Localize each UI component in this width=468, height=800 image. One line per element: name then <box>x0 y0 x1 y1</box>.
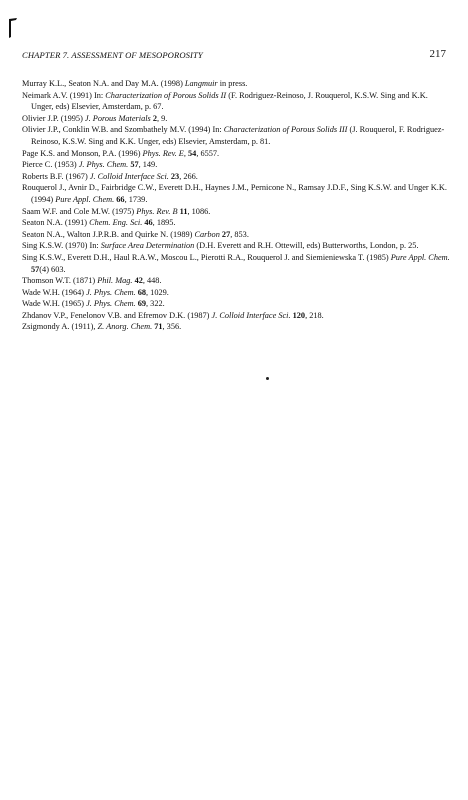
reference-text: 57 <box>31 264 40 274</box>
reference-text: , 9. <box>157 113 168 123</box>
reference-text: Murray K.L., Seaton N.A. and Day M.A. (1998) <box>22 79 185 88</box>
reference-text: J. Colloid Interface Sci. <box>211 310 291 320</box>
reference-text: J. Phys. Chem. <box>86 299 136 309</box>
reference-entry <box>22 275 450 287</box>
reference-text: Sing K.S.W. (1970) In: <box>22 241 101 251</box>
reference-text: 68 <box>137 287 147 297</box>
reference-text: 42 <box>134 276 143 286</box>
reference-text: Thomson W.T. (1871) <box>22 276 98 286</box>
corner-scan-mark <box>8 18 18 38</box>
reference-text: Rouquerol J., Avnir D., Fairbridge C.W., Everett D.H., Haynes J.M., Pernicone N., Ramsay J.D.F., Sing K.S.W. and Unger K.K. (1994) <box>22 183 447 204</box>
reference-entry <box>22 206 450 218</box>
reference-text: , 1895. <box>152 218 176 228</box>
reference-text: Olivier J.P., Conklin W.B. and Szombathely M.V. (1994) In: <box>22 125 224 135</box>
reference-text: 23 <box>170 171 180 181</box>
reference-text: , <box>183 148 189 158</box>
stray-dot <box>266 377 269 380</box>
reference-text: J. Phys. Chem. <box>86 287 136 297</box>
reference-text: Zhdanov V.P., Fenelonov V.B. and Efremov D.K. (1987) <box>22 310 212 320</box>
page-number: 217 <box>429 48 446 60</box>
reference-text: 120 <box>292 310 306 320</box>
reference-text: , 266. <box>179 171 198 181</box>
reference-text: Seaton N.A., Walton J.P.R.B. and Quirke N. (1989) <box>22 229 195 239</box>
reference-text: 66 <box>116 194 125 204</box>
reference-text: Seaton N.A. (1991) <box>22 218 90 228</box>
reference-entry <box>22 217 450 229</box>
reference-entry <box>22 310 450 322</box>
reference-entry <box>22 159 450 171</box>
reference-text: Pure Appl. Chem. <box>55 194 115 204</box>
reference-entry <box>22 229 450 241</box>
reference-entry <box>22 287 450 299</box>
reference-text: (4) 603. <box>39 264 66 274</box>
reference-text: , 448. <box>142 276 162 286</box>
reference-text: Olivier J.P. (1995) <box>22 113 85 123</box>
reference-text: (J. Rouquerol, F. Rodriguez-Reinoso, K.S.W. Sing and K.K. Unger, eds) Elsevier, Amsterdam, p. 81. <box>31 125 445 146</box>
reference-text: Wade W.H. (1964) <box>22 287 87 297</box>
reference-text: J. Phys. Chem. <box>78 160 129 170</box>
reference-text: , 149. <box>138 160 158 170</box>
reference-text: J. Porous Materials <box>84 113 151 123</box>
reference-text: (F. Rodriguez-Reinoso, J. Rouquerol, K.S.W. Sing and K.K. Unger, eds) Elsevier, Amsterdam, p. 67. <box>31 90 428 112</box>
reference-text: (D.H. Everett and R.H. Ottewill, eds) Butterworths, London, p. 25. <box>194 241 419 251</box>
page-header <box>22 48 446 64</box>
reference-entry <box>22 78 450 90</box>
reference-text: Phys. Rev. E <box>142 148 184 158</box>
reference-text: Carbon <box>194 229 220 239</box>
reference-text: 57 <box>130 160 139 170</box>
reference-text: Phil. Mag. <box>97 276 133 286</box>
running-head: CHAPTER 7. ASSESSMENT OF MESOPOROSITY <box>22 50 203 60</box>
reference-entry <box>22 124 450 147</box>
reference-text: Z. Anorg. Chem. <box>97 322 153 332</box>
reference-entry <box>22 240 450 252</box>
reference-text: , 1029. <box>146 287 169 297</box>
reference-text: Page K.S. and Monson, P.A. (1996) <box>22 148 143 158</box>
reference-text: Pure Appl. Chem. <box>390 252 450 262</box>
reference-entry <box>22 298 450 310</box>
reference-entry <box>22 171 450 183</box>
reference-text: , 1739. <box>124 194 148 204</box>
reference-text: Pierce C. (1953) <box>22 160 79 170</box>
reference-text: Sing K.S.W., Everett D.H., Haul R.A.W., Moscou L., Pierotti R.A., Rouquerol J. and Siemieniewska T. (1985) <box>22 252 391 262</box>
reference-text: 71 <box>154 322 163 332</box>
reference-entry <box>22 252 450 275</box>
reference-entry <box>22 113 450 125</box>
reference-text: 11 <box>179 206 188 216</box>
reference-text: Phys. Rev. B <box>136 206 178 216</box>
reference-entry <box>22 321 450 333</box>
reference-text: 69 <box>137 299 147 309</box>
reference-text: , 6557. <box>196 148 220 158</box>
reference-text: 2 <box>152 113 157 123</box>
reference-text: , 853. <box>230 229 249 239</box>
reference-text: , 322. <box>146 299 165 309</box>
reference-entry <box>22 90 450 113</box>
reference-list <box>22 78 450 333</box>
reference-text: J. Colloid Interface Sci. <box>89 171 169 181</box>
reference-text: Characterization of Porous Solids II <box>105 90 227 100</box>
reference-text: , 1086. <box>187 206 211 216</box>
reference-text: Wade W.H. (1965) <box>22 299 87 309</box>
reference-entry <box>22 148 450 160</box>
reference-text: Neimark A.V. (1991) In: <box>22 90 106 100</box>
reference-text: Zsigmondy A. (1911), <box>22 322 98 332</box>
reference-text: Saam W.F. and Cole M.W. (1975) <box>22 206 137 216</box>
reference-text: , 218. <box>305 310 324 320</box>
reference-text: Roberts B.F. (1967) <box>22 171 90 181</box>
reference-text: 27 <box>221 229 231 239</box>
reference-text: in press. <box>217 79 248 88</box>
reference-text: 54 <box>188 148 197 158</box>
reference-text: Surface Area Determination <box>100 241 195 251</box>
reference-text: Langmuir <box>184 79 218 88</box>
reference-text: Characterization of Porous Solids III <box>223 125 348 135</box>
reference-text: Chem. Eng. Sci. <box>89 218 143 228</box>
reference-text: 46 <box>144 218 153 228</box>
reference-text: , 356. <box>162 322 182 332</box>
reference-entry <box>22 182 450 205</box>
